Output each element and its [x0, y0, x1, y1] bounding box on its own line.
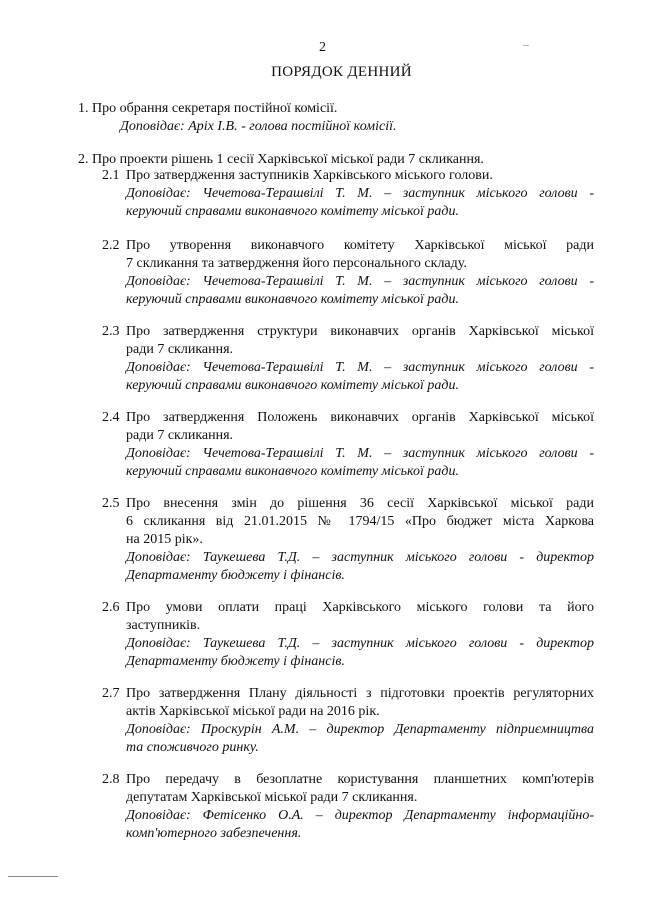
page-title: ПОРЯДОК ДЕННИЙ: [271, 64, 412, 80]
subitem-text-line: на 2015 рік».: [126, 532, 203, 547]
page-number: 2: [319, 40, 326, 55]
speaker-text-line: Доповідає: Фетісенко О.А. – директор Департаменту інформаційно-: [126, 808, 594, 823]
subitem-number: 2.8: [102, 772, 120, 787]
subitem-body: [126, 495, 594, 585]
subitem-text-line: Про передачу в безоплатне користування планшетних комп'ютерів: [126, 772, 594, 787]
subitem-number: 2.6: [102, 600, 120, 615]
speaker-text-line: Департаменту бюджету і фінансів.: [126, 568, 345, 583]
speaker-text-line: Доповідає: Чечетова-Терашвілі Т. М. – заступник міського голови -: [126, 186, 594, 201]
agenda-subitem: [102, 685, 594, 757]
footer-divider: [8, 876, 58, 877]
speaker-text-line: Доповідає: Чечетова-Терашвілі Т. М. – заступник міського голови -: [126, 360, 594, 375]
speaker-text-line: Доповідає: Таукешева Т.Д. – заступник міського голови - директор: [126, 636, 594, 651]
subitem-number: 2.1: [102, 168, 120, 183]
item-text: Про обрання секретаря постійної комісії.: [92, 101, 338, 116]
subitem-text-line: ради 7 скликання.: [126, 342, 234, 357]
agenda-subitem: [102, 495, 594, 585]
subitem-body: [126, 323, 594, 395]
subitem-number: 2.5: [102, 496, 120, 511]
agenda-item-1: [78, 100, 598, 118]
speaker-text-line: Департаменту бюджету і фінансів.: [126, 654, 345, 669]
item-text: Про проекти рішень 1 сесії Харківської міської ради 7 скликання.: [92, 152, 484, 167]
item-number: 2.: [78, 152, 89, 167]
subitem-number: 2.4: [102, 410, 120, 425]
subitem-text-line: 6 скликання від 21.01.2015 № 1794/15 «Про бюджет міста Харкова: [126, 514, 594, 529]
subitem-text-line: Про затвердження Плану діяльності з підготовки проектів регуляторних: [126, 686, 594, 701]
subitem-text-line: ради 7 скликання.: [126, 428, 234, 443]
subitem-body: [126, 237, 594, 309]
speaker-text-line: комп'ютерного забезпечення.: [126, 826, 302, 841]
subitem-text-line: заступників.: [126, 618, 201, 633]
subitem-body: [126, 167, 594, 221]
subitem-body: [126, 685, 594, 757]
subitem-text-line: актів Харківської міської ради на 2016 рік.: [126, 704, 380, 719]
agenda-subitem: [102, 409, 594, 481]
subitem-text-line: Про утворення виконавчого комітету Харківської міської ради: [126, 238, 594, 253]
subitem-text-line: Про затвердження Положень виконавчих органів Харківської міської: [126, 410, 594, 425]
speaker-text-line: керуючий справами виконавчого комітету міської ради.: [126, 464, 460, 479]
scan-mark: [523, 45, 529, 46]
speaker-text-line: керуючий справами виконавчого комітету міської ради.: [126, 292, 460, 307]
subitem-text-line: Про умови оплати праці Харківського міського голови та його: [126, 600, 594, 615]
agenda-subitem: [102, 323, 594, 395]
subitem-text-line: Про затвердження заступників Харківського міського голови.: [126, 168, 493, 183]
subitem-text-line: депутатам Харківської міської ради 7 скликання.: [126, 790, 418, 805]
agenda-item-1-speaker: [120, 118, 600, 136]
subitem-number: 2.3: [102, 324, 120, 339]
subitem-body: [126, 771, 594, 843]
speaker-text-line: та споживчого ринку.: [126, 740, 259, 755]
agenda-subitem: [102, 167, 594, 221]
subitem-body: [126, 599, 594, 671]
subitem-text-line: 7 скликання та затвердження його персонального складу.: [126, 256, 467, 271]
subitem-number: 2.2: [102, 238, 120, 253]
speaker-text-line: керуючий справами виконавчого комітету міської ради.: [126, 378, 460, 393]
speaker-text: Доповідає: Аріх І.В. - голова постійної комісії.: [120, 119, 397, 134]
agenda-subitem: [102, 599, 594, 671]
subitem-body: [126, 409, 594, 481]
subitem-text-line: Про внесення змін до рішення 36 сесії Харківської міської ради: [126, 496, 594, 511]
agenda-subitem: [102, 237, 594, 309]
subitem-number: 2.7: [102, 686, 120, 701]
speaker-text-line: Доповідає: Таукешева Т.Д. – заступник міського голови - директор: [126, 550, 594, 565]
item-number: 1.: [78, 101, 89, 116]
speaker-text-line: Доповідає: Чечетова-Терашвілі Т. М. – заступник міського голови -: [126, 274, 594, 289]
agenda-subitem: [102, 771, 594, 843]
speaker-text-line: Доповідає: Проскурін А.М. – директор Департаменту підприємництва: [126, 722, 594, 737]
speaker-text-line: керуючий справами виконавчого комітету міської ради.: [126, 204, 460, 219]
subitem-text-line: Про затвердження структури виконавчих органів Харківської міської: [126, 324, 594, 339]
speaker-text-line: Доповідає: Чечетова-Терашвілі Т. М. – заступник міського голови -: [126, 446, 594, 461]
